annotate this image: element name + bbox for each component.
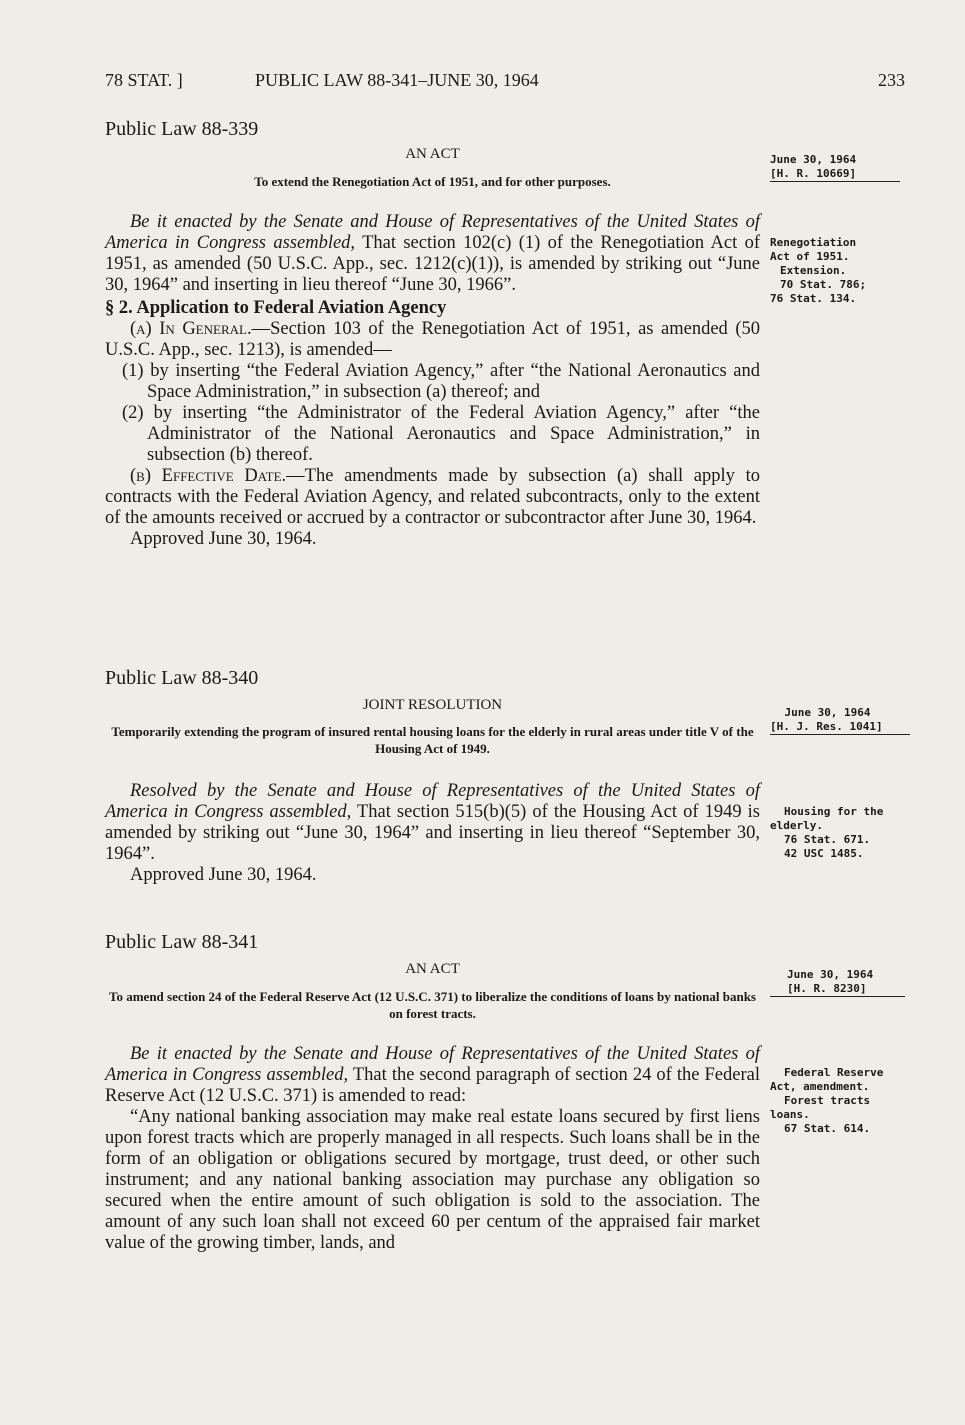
bill-number: [H. R. 8230] bbox=[770, 982, 905, 997]
date-line: June 30, 1964 bbox=[770, 153, 857, 166]
paragraph-b-label: (b) Effective Date. bbox=[130, 466, 287, 486]
law-body bbox=[105, 212, 760, 550]
enacting-clause bbox=[105, 1044, 760, 1107]
bill-number: [H. R. 10669] bbox=[770, 167, 900, 182]
margin-note bbox=[770, 1066, 910, 1136]
margin-line: 42 USC 1485. bbox=[784, 847, 864, 860]
enacting-formula: Be it enacted by the Senate and House of Representatives of the United States of America in Congress assembled, bbox=[105, 1044, 760, 1085]
approval-line: Approved June 30, 1964. bbox=[130, 529, 317, 549]
quoted-amendment: “Any national banking association may make real estate loans secured by first liens upon forest tracts which are properly managed in all respects. Such loans shall be in the form of an obligation or obligations secured by mortgage, trust deed, or other such instrument; and any national banking association may purchase any obligation so secured when the entire amount of such obligation is sold to the association. The amount of any such loan shall not exceed 60 per centum of the appraised fair market value of the growing timber, lands, and bbox=[105, 1107, 760, 1253]
act-type: AN ACT bbox=[405, 961, 460, 977]
law-body bbox=[105, 781, 760, 886]
margin-line: Renegotiation bbox=[770, 236, 857, 249]
margin-line: 67 Stat. 614. bbox=[784, 1122, 871, 1135]
margin-note bbox=[770, 236, 910, 306]
margin-line: elderly. bbox=[770, 819, 823, 832]
margin-line: Forest tracts bbox=[784, 1094, 871, 1107]
enacting-text: That section 515(b)(5) of the Housing Act of 1949 is amended by striking out “June 30, 1964” and inserting in lieu thereof “September 30, 1964”. bbox=[105, 802, 760, 864]
margin-line: loans. bbox=[770, 1108, 810, 1121]
paragraph-a bbox=[105, 319, 760, 361]
margin-line: Act of 1951. bbox=[770, 250, 850, 263]
item-1: (1) by inserting “the Federal Aviation Agency,” after “the National Aeronautics and Space Administration,” in subsection (a) thereof; and bbox=[122, 361, 760, 402]
law-body bbox=[105, 1044, 760, 1254]
date-note bbox=[770, 968, 905, 997]
enacting-text: That section 102(c) (1) of the Renegotiation Act of 1951, as amended (50 U.S.C. App., sec. 1212(c)(1)), is amended by striking out “June 30, 1964” and inserting in lieu thereof “June 30, 1966”. bbox=[105, 233, 760, 295]
act-type: AN ACT bbox=[405, 146, 460, 162]
margin-line: Federal Reserve bbox=[784, 1066, 884, 1079]
margin-line: 76 Stat. 134. bbox=[770, 292, 857, 305]
margin-note bbox=[770, 805, 910, 861]
law-title: Public Law 88-341 bbox=[105, 931, 259, 953]
margin-line: Extension. bbox=[780, 264, 847, 277]
header-title: PUBLIC LAW 88-341–JUNE 30, 1964 bbox=[255, 70, 539, 90]
margin-line: Housing for the bbox=[784, 805, 884, 818]
paragraph-a-label: (a) In General. bbox=[130, 319, 252, 339]
act-purpose: Temporarily extending the program of insured rental housing loans for the elderly in rural areas under title V of the Housing Act of 1949. bbox=[111, 724, 754, 756]
enacting-text: That the second paragraph of section 24 of the Federal Reserve Act (12 U.S.C. 371) is amended to read: bbox=[105, 1065, 760, 1106]
statute-volume: 78 STAT. ] bbox=[105, 70, 183, 90]
margin-line: 76 Stat. 671. bbox=[784, 833, 871, 846]
date-note bbox=[770, 706, 910, 735]
paragraph-b-text: —The amendments made by subsection (a) shall apply to contracts with the Federal Aviation Agency, and related subcontracts, only to the extent of the amounts received or accrued by a contractor or subcontractor after June 30, 1964. bbox=[105, 466, 760, 528]
running-header bbox=[105, 60, 905, 100]
date-note bbox=[770, 153, 900, 182]
enacting-formula: Resolved by the Senate and House of Representatives of the United States of America in Congress assembled, bbox=[105, 781, 760, 822]
act-purpose: To amend section 24 of the Federal Reserve Act (12 U.S.C. 371) to liberalize the conditions of loans by national banks on forest tracts. bbox=[109, 989, 756, 1021]
section-heading: § 2. Application to Federal Aviation Agency bbox=[105, 298, 447, 318]
margin-line: 70 Stat. 786; bbox=[780, 278, 867, 291]
law-title: Public Law 88-340 bbox=[105, 667, 259, 689]
paragraph-a-text: —Section 103 of the Renegotiation Act of 1951, as amended (50 U.S.C. App., sec. 1213), is amended— bbox=[105, 319, 760, 360]
enacting-clause bbox=[105, 781, 760, 865]
act-purpose: To extend the Renegotiation Act of 1951, and for other purposes. bbox=[254, 174, 611, 189]
act-type: JOINT RESOLUTION bbox=[362, 697, 503, 713]
approval-line: Approved June 30, 1964. bbox=[130, 865, 317, 885]
law-title: Public Law 88-339 bbox=[105, 118, 259, 140]
enacting-formula: Be it enacted by the Senate and House of Representatives of the United States of America in Congress assembled, bbox=[105, 212, 760, 253]
page-number: 233 bbox=[878, 70, 905, 90]
paragraph-b bbox=[105, 466, 760, 529]
margin-line: Act, amendment. bbox=[770, 1080, 870, 1093]
bill-number: [H. J. Res. 1041] bbox=[770, 720, 910, 735]
date-line: June 30, 1964 bbox=[784, 706, 871, 719]
item-2: (2) by inserting “the Administrator of the Federal Aviation Agency,” after “the Administrator of the National Aeronautics and Space Administration,” in subsection (b) thereof. bbox=[122, 403, 760, 465]
enacting-clause bbox=[105, 212, 760, 296]
date-line: June 30, 1964 bbox=[787, 968, 874, 981]
